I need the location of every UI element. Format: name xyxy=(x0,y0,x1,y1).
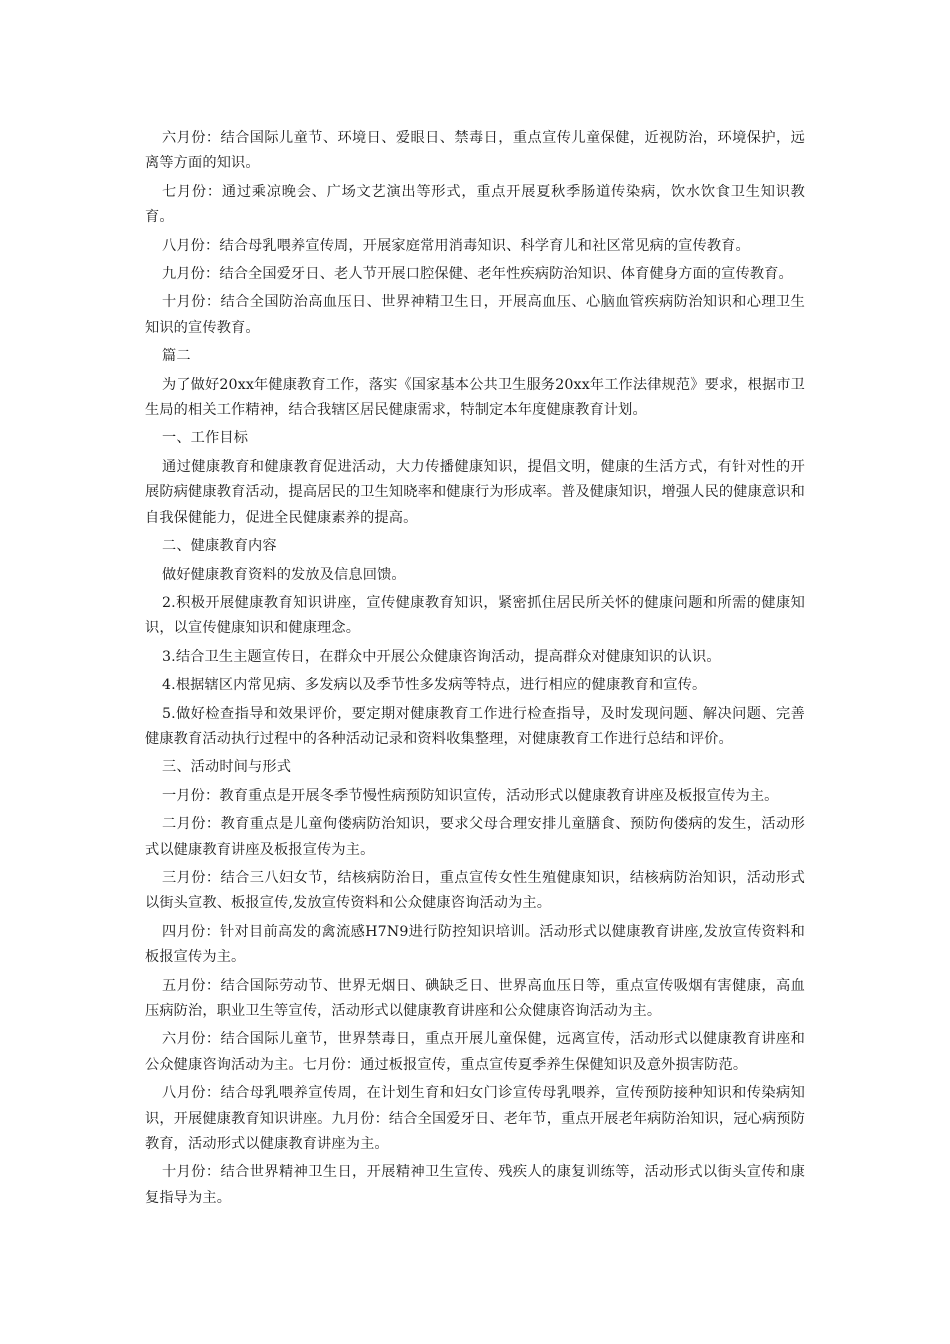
list-item-4: 4.根据辖区内常见病、多发病以及季节性多发病等特点，进行相应的健康教育和宣传。 xyxy=(162,677,707,694)
paragraph-march: 三月份：结合三八妇女节，结核病防治日，重点宣传女性生殖健康知识，结核病防治知识，活动形式以街头宣教、板报宣传,发放宣传资料和公众健康咨询活动为主。 xyxy=(145,869,805,912)
paragraph-july-plan: 七月份：通过乘凉晚会、广场文艺演出等形式，重点开展夏秋季肠道传染病，饮水饮食卫生知识教育。 xyxy=(145,183,805,226)
paragraph-april: 四月份：针对目前高发的禽流感H7N9进行防控知识培训。活动形式以健康教育讲座,发放宣传资料和板报宣传为主。 xyxy=(145,923,805,966)
paragraph-january: 一月份：教育重点是开展冬季节慢性病预防知识宣传，活动形式以健康教育讲座及板报宣传为主。 xyxy=(162,787,779,804)
paragraph-october: 十月份：结合世界精神卫生日，开展精神卫生宣传、残疾人的康复训练等，活动形式以街头宣传和康复指导为主。 xyxy=(145,1164,805,1206)
paragraph-may: 五月份：结合国际劳动节、世界无烟日、碘缺乏日、世界高血压日等，重点宣传吸烟有害健康，高血压病防治，职业卫生等宣传，活动形式以健康教育讲座和公众健康咨询活动为主。 xyxy=(145,977,805,1019)
paragraph-introduction: 为了做好20xx年健康教育工作，落实《国家基本公共卫生服务20xx年工作法律规范》要求，根据市卫生局的相关工作精神，结合我辖区居民健康需求，特制定本年度健康教育计划。 xyxy=(145,376,805,419)
paragraph-june-july: 六月份：结合国际儿童节，世界禁毒日，重点开展儿童保健，远离宣传，活动形式以健康教育讲座和公众健康咨询活动为主。七月份：通过板报宣传，重点宣传夏季养生保健知识及意外损害防范。 xyxy=(145,1031,805,1073)
section-title-part-two: 篇二 xyxy=(162,348,191,365)
list-item-5: 5.做好检查指导和效果评价，要定期对健康教育工作进行检查指导，及时发现问题、解决问题、完善健康教育活动执行过程中的各种活动记录和资料收集整理，对健康教育工作进行总结和评价。 xyxy=(145,705,805,747)
paragraph-february: 二月份：教育重点是儿童佝偻病防治知识，要求父母合理安排儿童膳食、预防佝偻病的发生，活动形式以健康教育讲座及板报宣传为主。 xyxy=(145,816,805,858)
paragraph-october-plan: 十月份：结合全国防治高血压日、世界神精卫生日，开展高血压、心脑血管疾病防治知识和心理卫生知识的宣传教育。 xyxy=(145,294,805,336)
paragraph-work-goals: 通过健康教育和健康教育促进活动，大力传播健康知识，提倡文明，健康的生活方式，有针对性的开展防病健康教育活动，提高居民的卫生知晓率和健康行为形成率。普及健康知识，增强人民的健康意识和自我保健能力，促进全民健康素养的提高。 xyxy=(145,458,805,526)
heading-education-content: 二、健康教育内容 xyxy=(162,538,277,555)
document-body xyxy=(145,126,805,1214)
list-item-3: 3.结合卫生主题宣传日，在群众中开展公众健康咨询活动，提高群众对健康知识的认识。 xyxy=(162,648,721,665)
heading-work-goals: 一、工作目标 xyxy=(162,430,249,447)
paragraph-august-september: 八月份：结合母乳喂养宣传周，在计划生育和妇女门诊宣传母乳喂养，宣传预防接种知识和传染病知识，开展健康教育知识讲座。九月份：结合全国爱牙日、老年节，重点开展老年病防治知识，冠心病预防教育，活动形式以健康教育讲座为主。 xyxy=(145,1085,805,1153)
heading-activity-schedule: 三、活动时间与形式 xyxy=(162,759,292,776)
list-item-2: 2.积极开展健康教育知识讲座，宣传健康教育知识，紧密抓住居民所关怀的健康问题和所需的健康知识，以宣传健康知识和健康理念。 xyxy=(145,594,805,637)
paragraph-september-plan: 九月份：结合全国爱牙日、老人节开展口腔保健、老年性疾病防治知识、体育健身方面的宣传教育。 xyxy=(162,266,793,283)
paragraph-august-plan: 八月份：结合母乳喂养宣传周，开展家庭常用消毒知识、科学育儿和社区常见病的宣传教育。 xyxy=(162,237,750,254)
paragraph-june-plan: 六月份：结合国际儿童节、环境日、爱眼日、禁毒日，重点宣传儿童保健，近视防治，环境保护，远离等方面的知识。 xyxy=(145,130,805,172)
list-item-1: 做好健康教育资料的发放及信息回馈。 xyxy=(162,566,406,583)
